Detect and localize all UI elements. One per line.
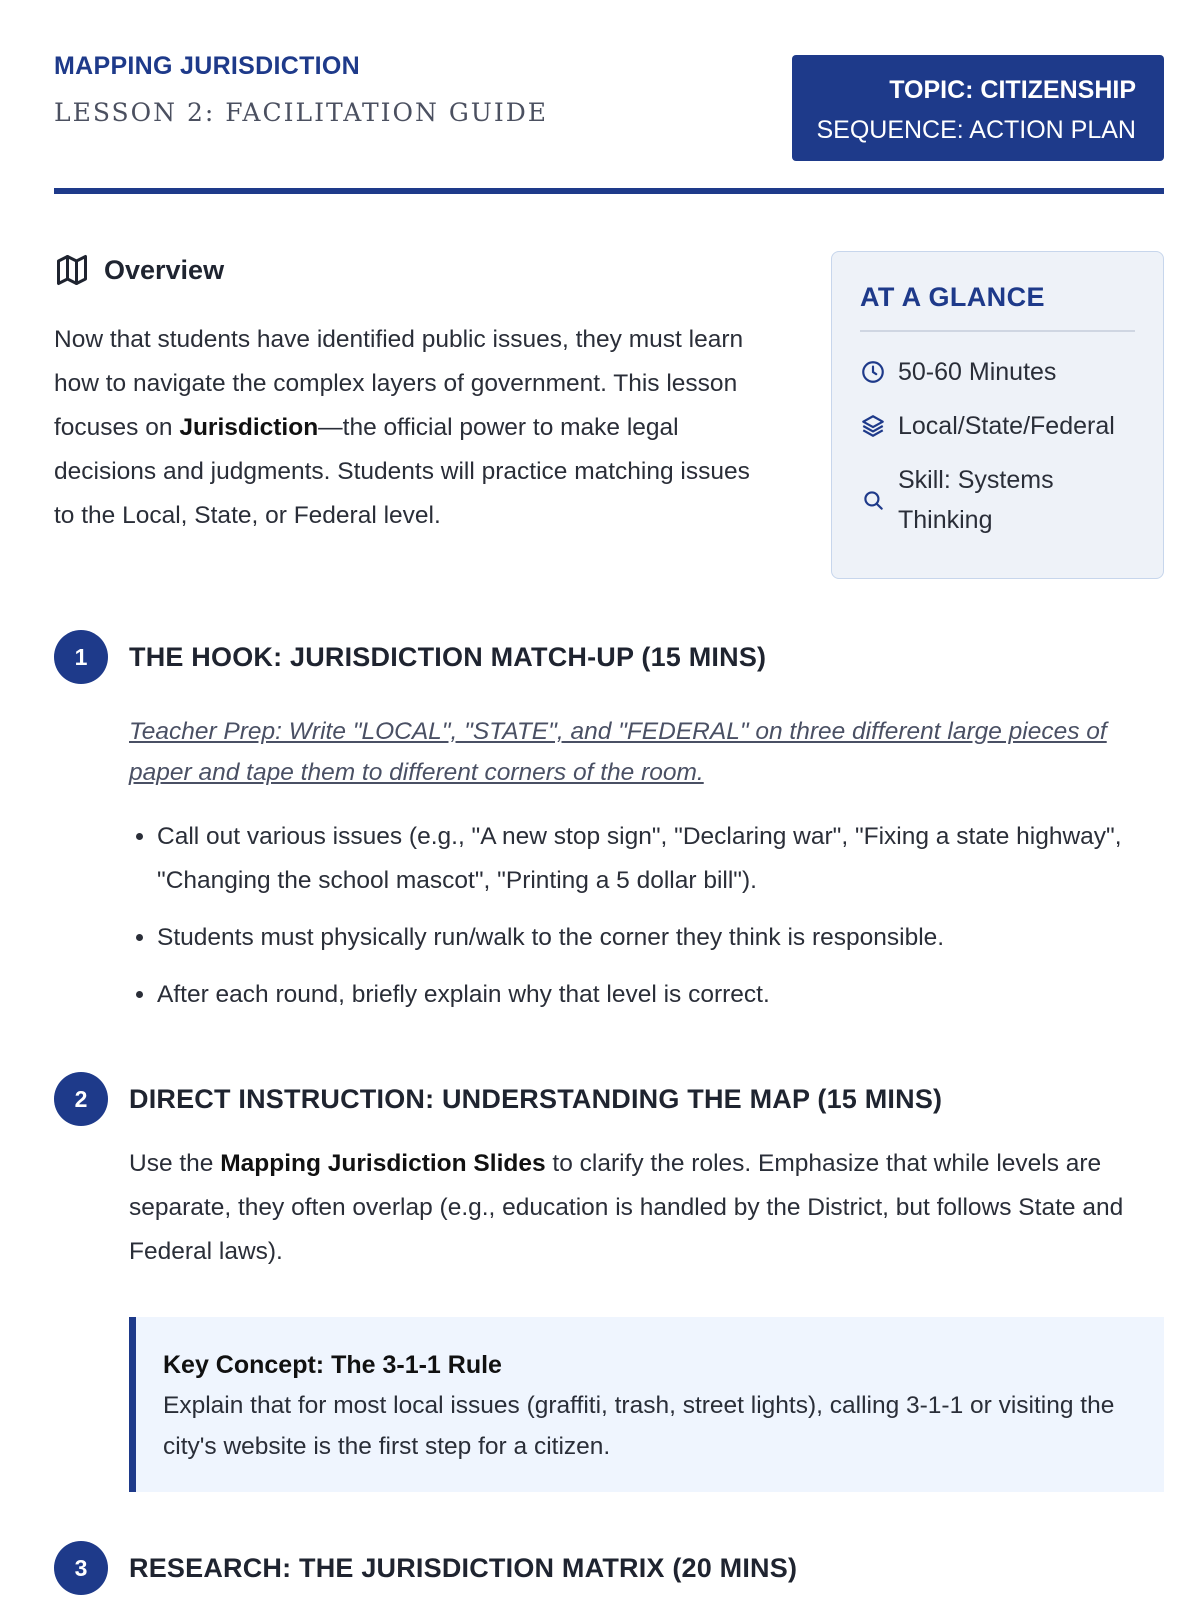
callout-title: Key Concept: The 3-1-1 Rule xyxy=(163,1351,502,1379)
glance-title: AT A GLANCE xyxy=(860,282,1045,312)
overview-title: Overview xyxy=(104,254,225,285)
section-number-badge: 3 xyxy=(54,1541,108,1595)
overview-text-part: —the official power to make legal decisions and judgments. Students will practice matching issues to the Local, State, or Federal level. xyxy=(54,414,750,529)
paragraph-part: Use the xyxy=(129,1150,221,1177)
glance-divider xyxy=(860,330,1135,332)
search-icon xyxy=(860,487,886,513)
clock-icon xyxy=(860,359,886,385)
layers-icon xyxy=(860,413,886,439)
lesson-subtitle: LESSON 2: FACILITATION GUIDE xyxy=(54,98,549,127)
topic-label: TOPIC: CITIZENSHIP xyxy=(889,76,1136,104)
glance-item-label: Local/State/Federal xyxy=(898,411,1115,440)
section-1-heading xyxy=(54,630,766,684)
glance-item-label: 50-60 Minutes xyxy=(898,357,1057,386)
slides-reference: Mapping Jurisdiction Slides xyxy=(220,1150,546,1177)
list-item: • After each round, briefly explain why that level is correct. xyxy=(157,973,1187,1017)
header-divider xyxy=(54,188,1164,194)
topic-badge xyxy=(792,55,1164,161)
facilitation-guide-page xyxy=(54,0,1164,1583)
section-number-badge: 2 xyxy=(54,1072,108,1126)
section-2-heading xyxy=(54,1072,942,1126)
section-title: RESEARCH: THE JURISDICTION MATRIX (20 MINS) xyxy=(129,1552,798,1583)
section-title: THE HOOK: JURISDICTION MATCH-UP (15 MINS) xyxy=(129,641,767,672)
glance-item-levels xyxy=(860,406,1135,446)
list-item: • Call out various issues (e.g., "A new stop sign", "Declaring war", "Fixing a state highway", "Changing the school mascot", "Printing a 5 dollar bill"). xyxy=(157,815,1187,903)
key-concept-callout xyxy=(129,1317,1164,1492)
paragraph-part: to clarify the roles. Emphasize that while levels are separate, they often overlap (e.g., education is handled by the District, but follows State and Federal laws). xyxy=(129,1150,1124,1265)
sequence-label: SEQUENCE: ACTION PLAN xyxy=(816,116,1136,144)
section-number-badge: 1 xyxy=(54,630,108,684)
overview-bold-term: Jurisdiction xyxy=(179,414,319,441)
overview-heading xyxy=(54,252,224,288)
glance-item-duration xyxy=(860,352,1135,392)
glance-item-label: Skill: Systems Thinking xyxy=(898,465,1054,534)
section-title: DIRECT INSTRUCTION: UNDERSTANDING THE MAP (15 MINS) xyxy=(129,1083,943,1114)
document-header xyxy=(54,0,1164,195)
overview-text-part: Now that students have identified public issues, they must learn how to navigate the complex layers of government. This lesson focuses on xyxy=(54,326,744,441)
instruction-paragraph xyxy=(129,1142,1164,1274)
hook-steps-list xyxy=(129,815,1187,1030)
callout-body: Explain that for most local issues (graffiti, trash, street lights), calling 3-1-1 or visiting the city's website is the first step for a citizen. xyxy=(163,1392,1115,1460)
map-icon xyxy=(54,252,90,288)
brand-title: MAPPING JURISDICTION xyxy=(54,52,361,80)
at-a-glance-card xyxy=(831,251,1164,579)
teacher-prep-note: Teacher Prep: Write "LOCAL", "STATE", and "FEDERAL" on three different large pieces of paper and tape them to different corners of the room. xyxy=(129,718,1107,786)
list-item: • Students must physically run/walk to the corner they think is responsible. xyxy=(157,916,1187,960)
section-3-heading xyxy=(54,1541,797,1595)
overview-text xyxy=(54,318,774,538)
glance-item-skill xyxy=(860,460,1135,540)
